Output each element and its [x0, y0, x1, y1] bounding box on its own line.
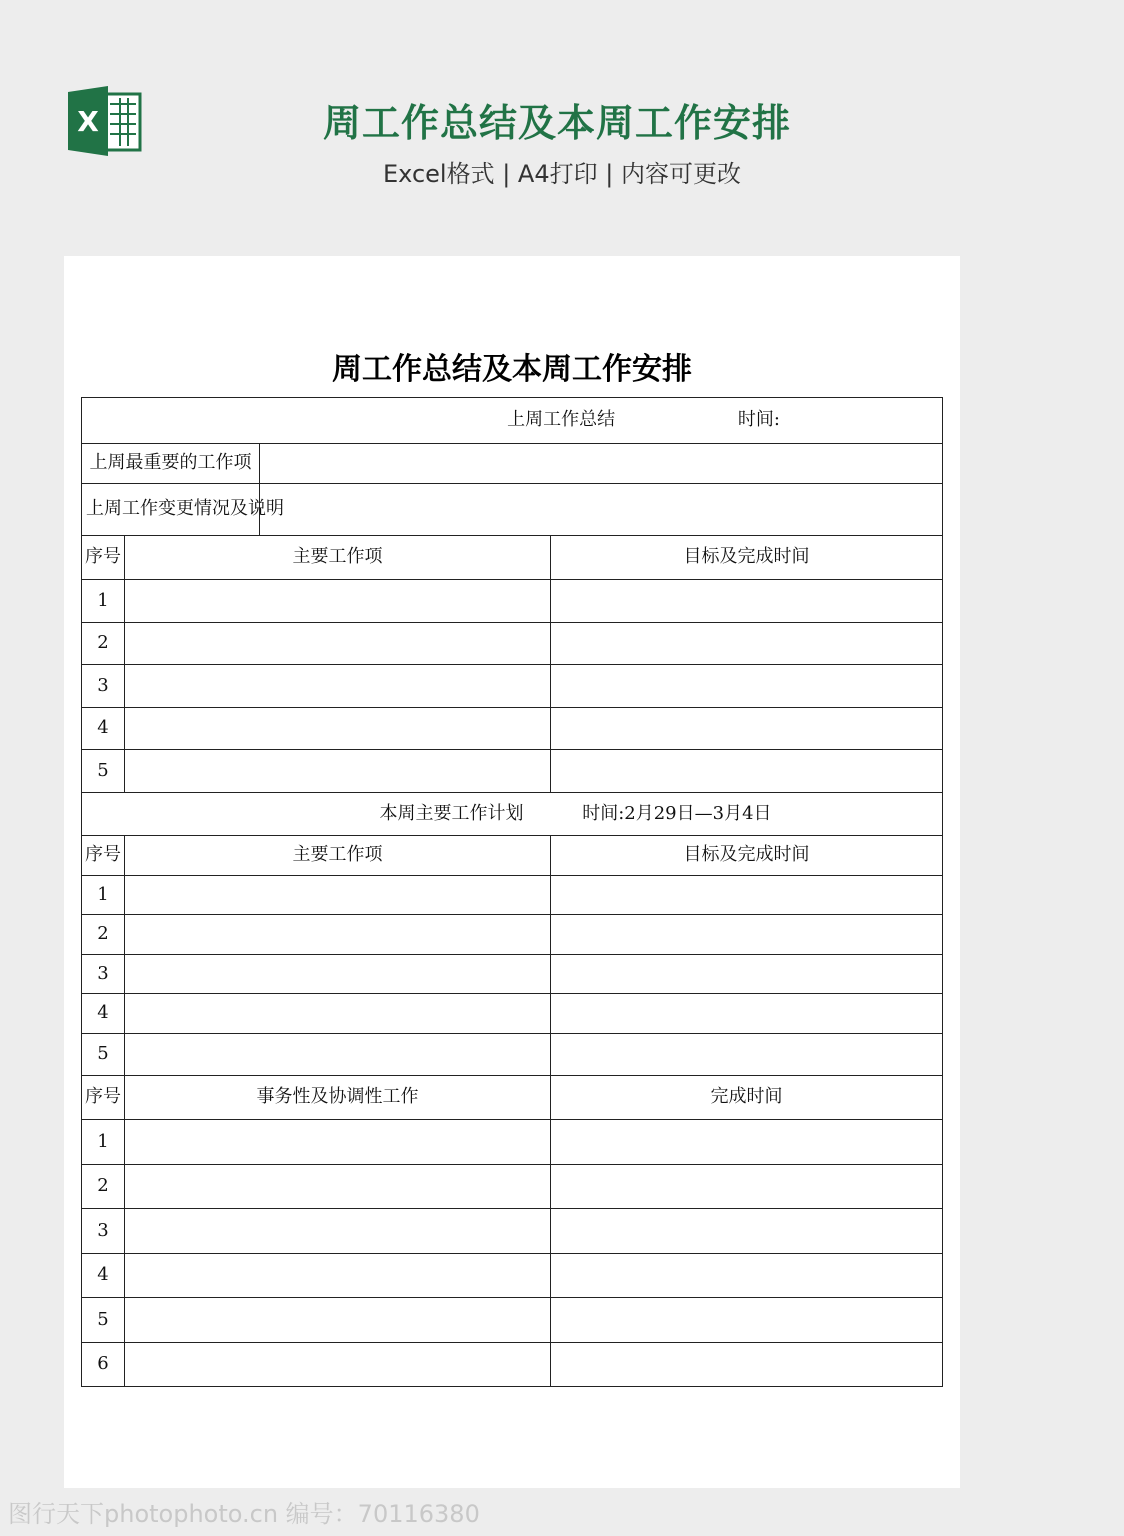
item-cell[interactable] — [125, 580, 551, 623]
target-cell[interactable] — [551, 580, 943, 623]
table-row — [82, 994, 943, 1034]
item-cell[interactable] — [125, 708, 551, 750]
most-important-value-cell[interactable] — [260, 444, 943, 484]
target-cell[interactable] — [551, 1298, 943, 1343]
item-cell[interactable] — [125, 750, 551, 793]
table-row — [82, 876, 943, 915]
row-index: 2 — [82, 915, 125, 955]
col-target-header: 目标及完成时间 — [551, 836, 943, 876]
item-cell[interactable] — [125, 1209, 551, 1254]
table-row — [82, 665, 943, 708]
target-cell[interactable] — [551, 876, 943, 915]
row-index: 4 — [82, 1254, 125, 1298]
target-cell[interactable] — [551, 1034, 943, 1076]
table-row — [82, 1298, 943, 1343]
row-index: 2 — [82, 623, 125, 665]
target-cell[interactable] — [551, 955, 943, 994]
table-row — [82, 1034, 943, 1076]
target-cell[interactable] — [551, 665, 943, 708]
target-cell[interactable] — [551, 1165, 943, 1209]
row-index: 1 — [82, 1120, 125, 1165]
table-row — [82, 1343, 943, 1387]
item-cell[interactable] — [125, 1254, 551, 1298]
this-week-header-row — [82, 836, 943, 876]
watermark-text: 图行天下photophoto.cn 编号：70116380 — [8, 1500, 480, 1528]
row-index: 3 — [82, 665, 125, 708]
item-cell[interactable] — [125, 1298, 551, 1343]
table-row — [82, 1254, 943, 1298]
header-subtitle: Excel格式 | A4打印 | 内容可更改 — [383, 160, 741, 188]
row-index: 2 — [82, 1165, 125, 1209]
col-index-header: 序号 — [82, 1076, 125, 1120]
table-row — [82, 708, 943, 750]
target-cell[interactable] — [551, 623, 943, 665]
item-cell[interactable] — [125, 876, 551, 915]
row-index: 3 — [82, 1209, 125, 1254]
this-week-section-row — [82, 793, 943, 836]
item-cell[interactable] — [125, 1165, 551, 1209]
col-index-header: 序号 — [82, 536, 125, 580]
last-week-time-label: 时间: — [737, 409, 780, 431]
misc-header-row — [82, 1076, 943, 1120]
target-cell[interactable] — [551, 994, 943, 1034]
row-index: 6 — [82, 1343, 125, 1387]
most-important-row — [82, 444, 943, 484]
document-title: 周工作总结及本周工作安排 — [332, 352, 692, 387]
table-row — [82, 1209, 943, 1254]
row-index: 1 — [82, 580, 125, 623]
table-row — [82, 1120, 943, 1165]
item-cell[interactable] — [125, 1343, 551, 1387]
changes-row — [82, 484, 943, 536]
table-row — [82, 955, 943, 994]
this-week-time-label: 时间:2月29日—3月4日 — [582, 802, 772, 824]
row-index: 4 — [82, 994, 125, 1034]
col-item-header: 主要工作项 — [125, 536, 551, 580]
target-cell[interactable] — [551, 1343, 943, 1387]
col-target-header: 完成时间 — [551, 1076, 943, 1120]
weekly-report-table — [81, 397, 943, 1387]
row-index: 5 — [82, 750, 125, 793]
table-row — [82, 750, 943, 793]
row-index: 5 — [82, 1298, 125, 1343]
item-cell[interactable] — [125, 955, 551, 994]
item-cell[interactable] — [125, 623, 551, 665]
last-week-section-label: 上周工作总结 — [507, 409, 616, 431]
target-cell[interactable] — [551, 1120, 943, 1165]
row-index: 1 — [82, 876, 125, 915]
col-item-header: 事务性及协调性工作 — [125, 1076, 551, 1120]
row-index: 3 — [82, 955, 125, 994]
svg-text:X: X — [77, 105, 99, 138]
table-row — [82, 915, 943, 955]
target-cell[interactable] — [551, 750, 943, 793]
row-index: 5 — [82, 1034, 125, 1076]
item-cell[interactable] — [125, 915, 551, 955]
header-title: 周工作总结及本周工作安排 — [322, 101, 791, 145]
last-week-section-row — [82, 398, 943, 444]
col-target-header: 目标及完成时间 — [551, 536, 943, 580]
target-cell[interactable] — [551, 708, 943, 750]
item-cell[interactable] — [125, 665, 551, 708]
changes-value-cell[interactable] — [260, 484, 943, 536]
col-item-header: 主要工作项 — [125, 836, 551, 876]
target-cell[interactable] — [551, 915, 943, 955]
item-cell[interactable] — [125, 1034, 551, 1076]
col-index-header: 序号 — [82, 836, 125, 876]
last-week-header-row — [82, 536, 943, 580]
item-cell[interactable] — [125, 1120, 551, 1165]
table-row — [82, 623, 943, 665]
row-index: 4 — [82, 708, 125, 750]
table-row — [82, 1165, 943, 1209]
changes-label: 上周工作变更情况及说明 — [82, 484, 260, 536]
item-cell[interactable] — [125, 994, 551, 1034]
target-cell[interactable] — [551, 1209, 943, 1254]
this-week-section-label: 本周主要工作计划 — [379, 802, 524, 824]
table-row — [82, 580, 943, 623]
target-cell[interactable] — [551, 1254, 943, 1298]
most-important-label: 上周最重要的工作项 — [82, 444, 260, 484]
